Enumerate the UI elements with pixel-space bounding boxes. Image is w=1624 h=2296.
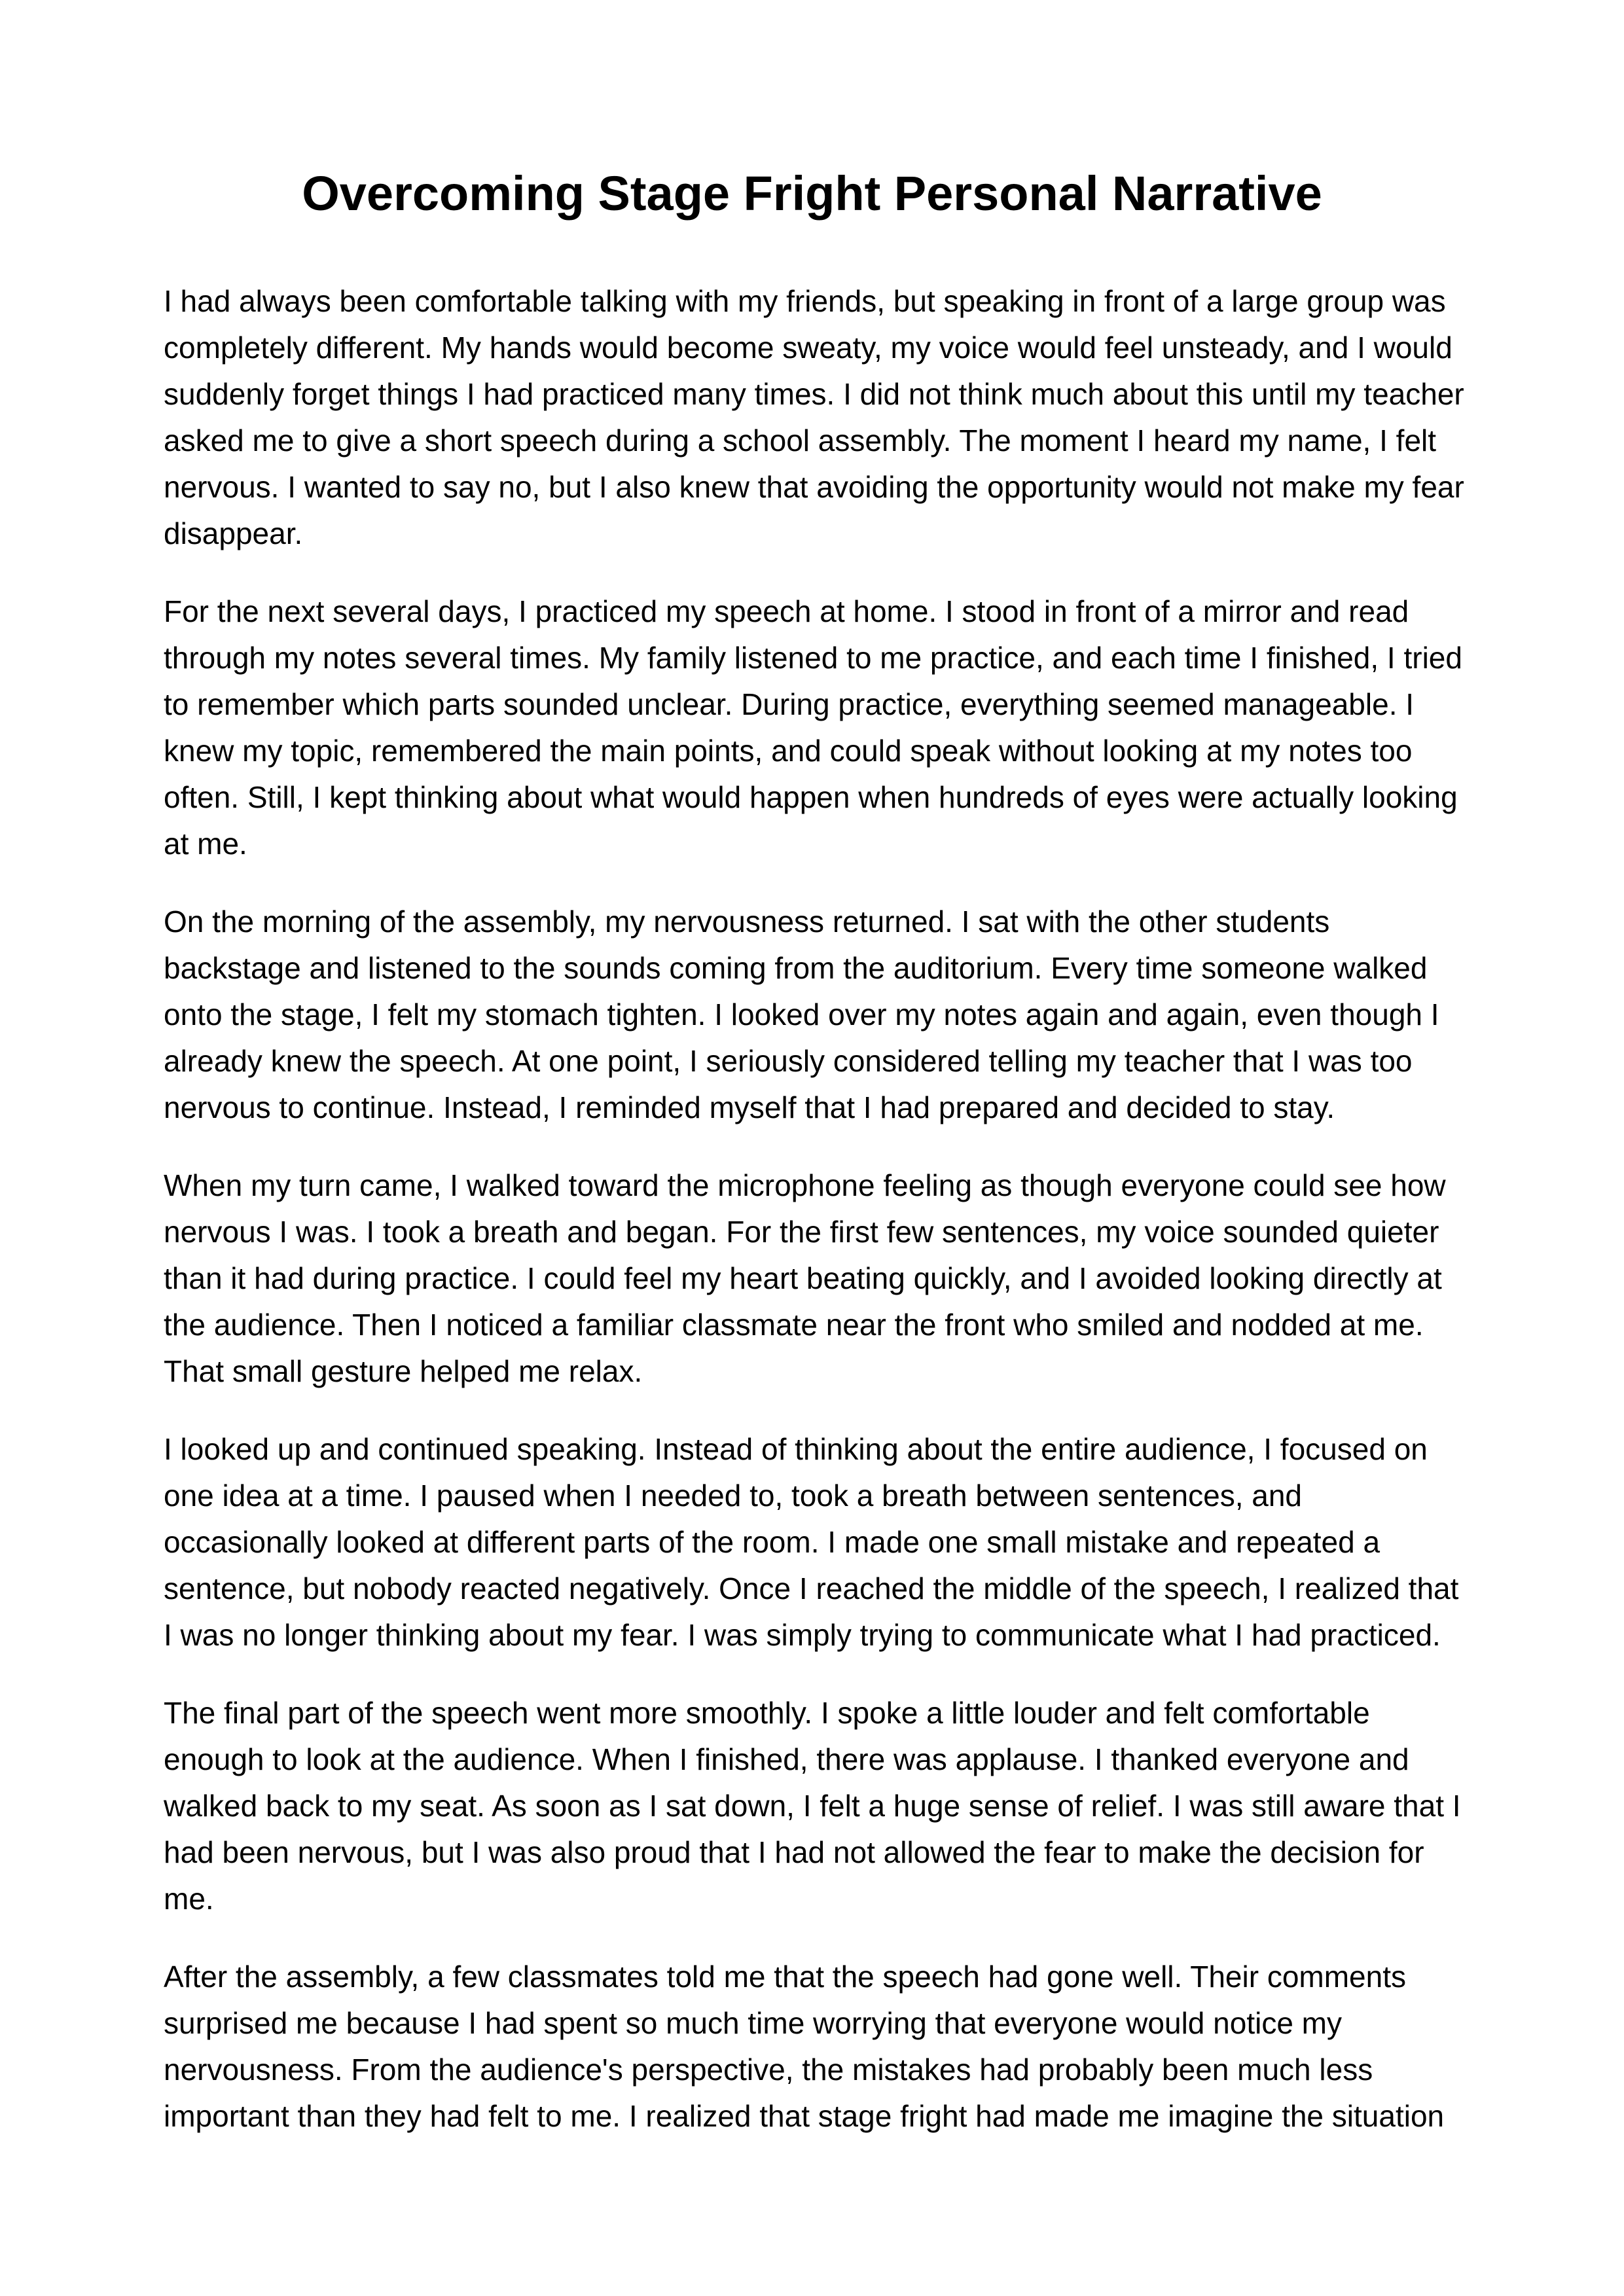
paragraph-1: I had always been comfortable talking with my friends, but speaking in front of a large group was completely different. My hands would become sweaty, my voice would feel unsteady, and I would suddenly forget things I had practiced many times. I did not think much about this until my teacher asked me to give a short speech during a school assembly. The moment I heard my name, I felt nervous. I wanted to say no, but I also knew that avoiding the opportunity would not make my fear disappear. <box>164 284 1464 550</box>
paragraph-7: After the assembly, a few classmates told me that the speech had gone well. Their comments surprised me because I had spent so much time worrying that everyone would notice my nervousness. From the audience's perspective, the mistakes had probably been much less important than they had felt to me. I realized that stage fright had made me imagine the situation <box>164 1960 1445 2133</box>
paragraph-3: On the morning of the assembly, my nervousness returned. I sat with the other students backstage and listened to the sounds coming from the auditorium. Every time someone walked onto the stage, I felt my stomach tighten. I looked over my notes again and again, even though I already knew the speech. At one point, I seriously considered telling my teacher that I was too nervous to continue. Instead, I reminded myself that I had prepared and decided to stay. <box>164 905 1439 1124</box>
paragraph-6: The final part of the speech went more smoothly. I spoke a little louder and felt comfortable enough to look at the audience. When I finished, there was applause. I thanked everyone and walked back to my seat. As soon as I sat down, I felt a huge sense of relief. I was still aware that I had been nervous, but I was also proud that I had not allowed the fear to make the decision for me. <box>164 1696 1461 1916</box>
paragraph-5: I looked up and continued speaking. Instead of thinking about the entire audience, I focused on one idea at a time. I paused when I needed to, took a breath between sentences, and occasionally looked at different parts of the room. I made one small mistake and repeated a sentence, but nobody reacted negatively. Once I reached the middle of the speech, I realized that I was no longer thinking about my fear. I was simply trying to communicate what I had practiced. <box>164 1432 1459 1652</box>
document-title: Overcoming Stage Fright Personal Narrative <box>302 166 1322 221</box>
paragraph-2: For the next several days, I practiced my speech at home. I stood in front of a mirror and read through my notes several times. My family listened to me practice, and each time I finished, I tried to remember which parts sounded unclear. During practice, everything seemed manageable. I knew my topic, remembered the main points, and could speak without looking at my notes too often. Still, I kept thinking about what would happen when hundreds of eyes were actually looking at me. <box>164 594 1462 861</box>
document-body <box>164 278 1466 2171</box>
paragraph-4: When my turn came, I walked toward the microphone feeling as though everyone could see how nervous I was. I took a breath and began. For the first few sentences, my voice sounded quieter than it had during practice. I could feel my heart beating quickly, and I avoided looking directly at the audience. Then I noticed a familiar classmate near the front who smiled and nodded at me. That small gesture helped me relax. <box>164 1168 1446 1388</box>
